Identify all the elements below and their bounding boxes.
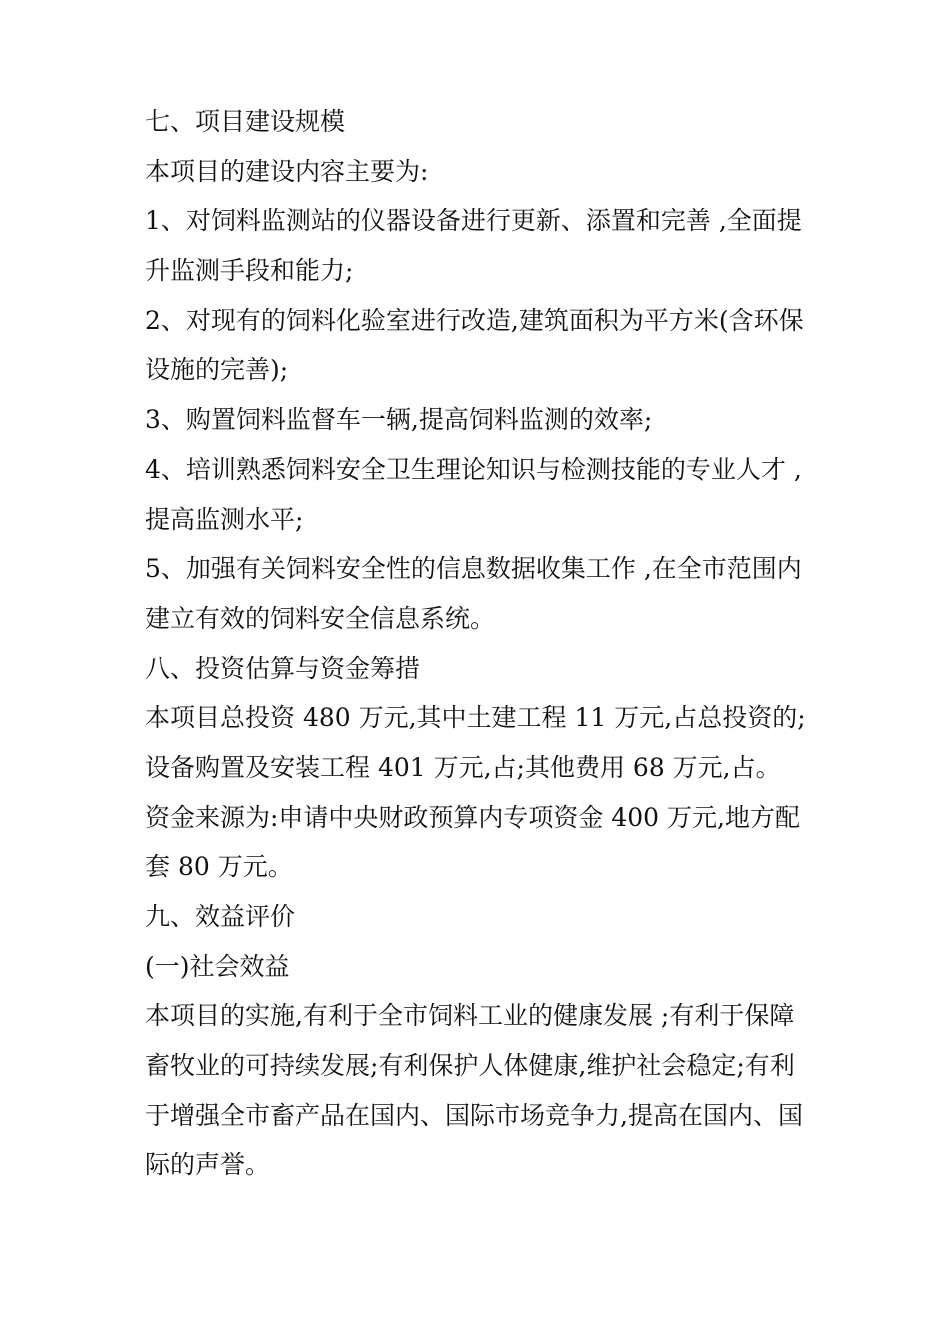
document-body	[145, 97, 810, 1190]
paragraph-line: 设备购置及安装工程 401 万元,占;其他费用 68 万元,占。	[145, 752, 781, 782]
list-item-3-line: 3、购置饲料监督车一辆,提高饲料监测的效率;	[145, 405, 653, 435]
list-item-1-line: 升监测手段和能力;	[145, 256, 354, 286]
list-item-5-line: 建立有效的饲料安全信息系统。	[145, 603, 496, 633]
paragraph-line: 资金来源为:申请中央财政预算内专项资金 400 万元,地方配	[145, 802, 800, 832]
paragraph-line: 套 80 万元。	[145, 852, 293, 882]
list-item-2-line: 设施的完善);	[145, 355, 289, 385]
paragraph-line: 于增强全市畜产品在国内、国际市场竞争力,提高在国内、国	[145, 1100, 803, 1130]
paragraph-line: 际的声誉。	[145, 1150, 271, 1180]
list-item-4-line: 提高监测水平;	[145, 504, 304, 534]
section-heading-9: 九、效益评价	[145, 902, 296, 931]
paragraph-line: 畜牧业的可持续发展;有利保护人体健康,维护社会稳定;有利	[145, 1051, 795, 1081]
list-item-2-line: 2、对现有的饲料化验室进行改造,建筑面积为平方米(含环保	[145, 305, 804, 335]
list-item-5-line: 5、加强有关饲料安全性的信息数据收集工作 ,在全市范围内	[145, 554, 802, 584]
section-heading-7: 七、项目建设规模	[145, 107, 346, 136]
paragraph-line: 本项目的实施,有利于全市饲料工业的健康发展 ;有利于保障	[145, 1001, 795, 1031]
section-heading-8: 八、投资估算与资金筹措	[145, 653, 421, 683]
paragraph-line: 本项目总投资 480 万元,其中土建工程 11 万元,占总投资的;	[145, 703, 806, 733]
subsection-heading: (一)社会效益	[145, 951, 290, 981]
list-item-1-line: 1、对饲料监测站的仪器设备进行更新、添置和完善 ,全面提	[145, 206, 802, 236]
paragraph-line: 本项目的建设内容主要为:	[145, 156, 429, 186]
list-item-4-line: 4、培训熟悉饲料安全卫生理论知识与检测技能的专业人才 ,	[145, 454, 802, 484]
